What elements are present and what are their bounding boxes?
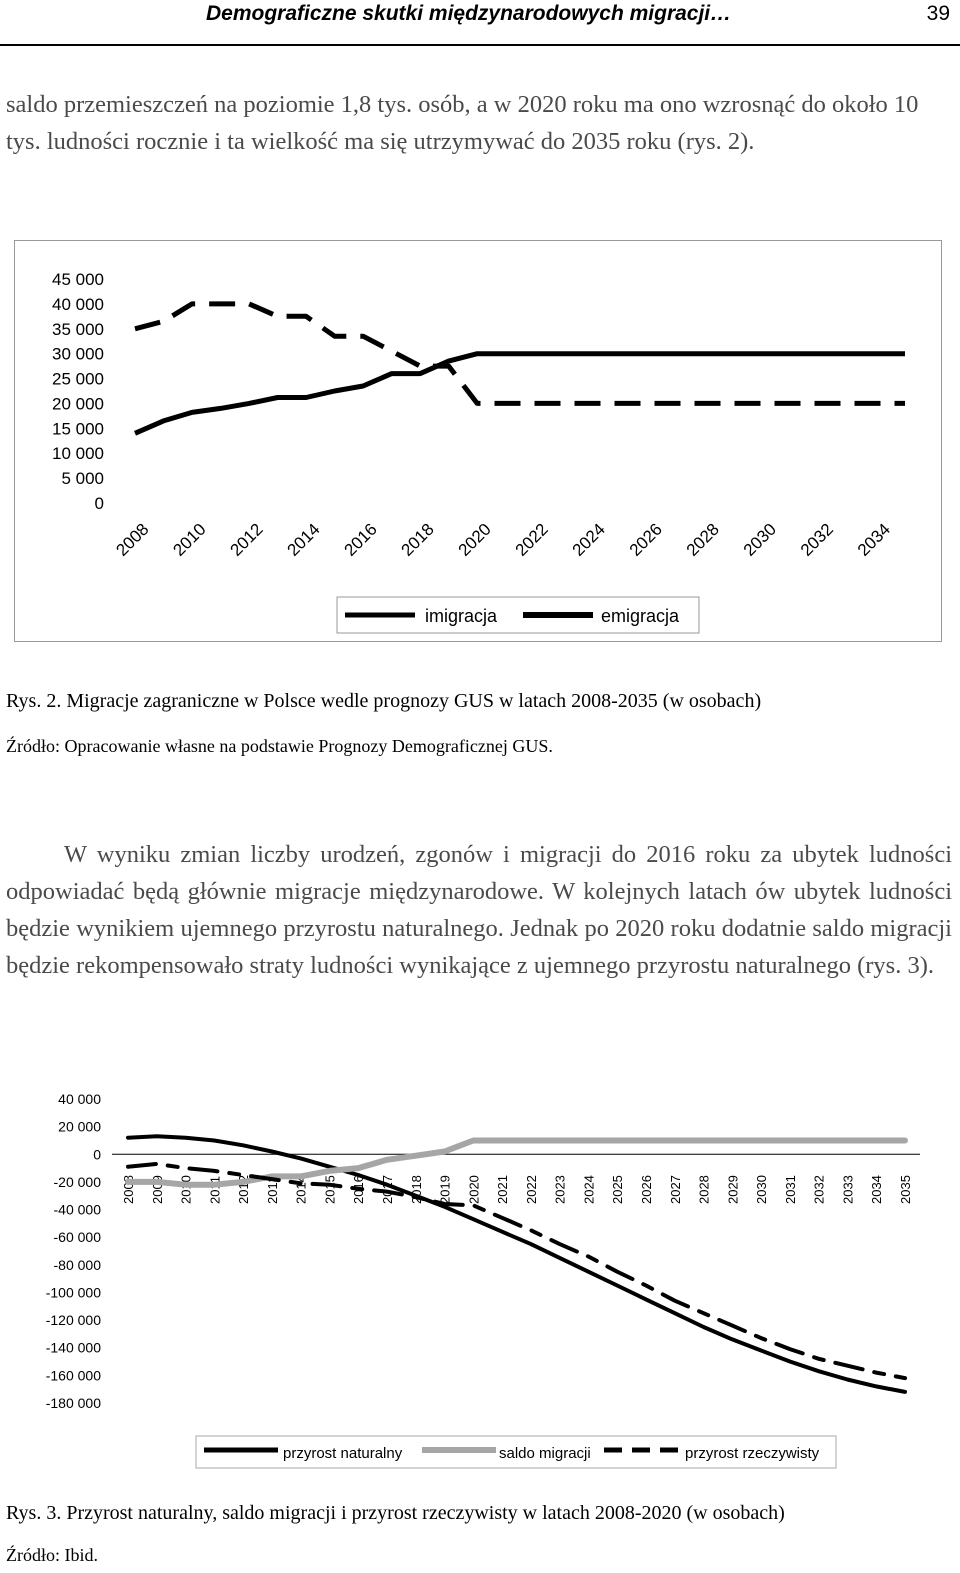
x-tick-label: 2032 [811, 1175, 827, 1204]
figure-2-source: Źródło: Opracowanie własne na podstawie Prognozy Demograficznej GUS. [6, 736, 553, 756]
x-tick-label: 2010 [178, 1175, 194, 1204]
x-tick-label: 2016 [351, 1175, 367, 1204]
x-tick-label: 2028 [696, 1175, 712, 1204]
x-tick-label: 2012 [226, 519, 267, 560]
x-tick-label: 2011 [207, 1176, 223, 1204]
x-tick-label: 2010 [169, 519, 210, 560]
figure-3-source: Źródło: Ibid. [6, 1545, 98, 1565]
x-tick-label: 2024 [568, 519, 609, 560]
series-line-immigration [135, 354, 905, 434]
y-tick-label: 0 [94, 494, 104, 513]
x-tick-label: 2017 [380, 1175, 395, 1204]
x-tick-label: 2008 [121, 1175, 136, 1204]
y-tick-label: -80 000 [53, 1256, 101, 1273]
x-tick-label: 2032 [796, 519, 838, 560]
x-tick-label: 2034 [853, 519, 895, 560]
y-tick-label: 40 000 [52, 294, 104, 314]
x-tick-label: 2023 [552, 1175, 568, 1204]
legend-label-real-growth: przyrost rzeczywisty [685, 1445, 820, 1462]
x-tick-label: 2008 [112, 519, 153, 560]
x-tick-label: 2009 [149, 1175, 165, 1204]
figure-2-caption: Rys. 2. Migracje zagraniczne w Polsce wedle prognozy GUS w latach 2008-2035 (w osobach) [6, 690, 762, 712]
figure-2-svg [15, 241, 941, 641]
x-tick-label: 2019 [437, 1175, 453, 1204]
x-tick-label: 2025 [610, 1175, 626, 1204]
running-header [0, 0, 960, 46]
y-tick-label: 20 000 [58, 1118, 101, 1135]
y-tick-label: 45 000 [52, 270, 104, 289]
x-tick-label: 2016 [340, 519, 381, 560]
y-tick-label: 40 000 [58, 1091, 101, 1107]
x-tick-label: 2026 [639, 1175, 654, 1204]
x-tick-label: 2018 [408, 1175, 424, 1204]
x-tick-label: 2012 [236, 1175, 252, 1204]
y-tick-label: 20 000 [52, 394, 104, 414]
x-tick-label: 2035 [898, 1175, 913, 1204]
x-tick-label: 2029 [725, 1175, 741, 1204]
x-tick-label: 2022 [511, 519, 552, 560]
legend-label-natural-growth: przyrost naturalny [283, 1445, 403, 1462]
y-tick-label: -40 000 [53, 1201, 101, 1218]
x-tick-label: 2030 [754, 1175, 770, 1204]
x-tick-label: 2030 [739, 519, 780, 560]
y-tick-label: -180 000 [45, 1395, 101, 1411]
x-tick-label: 2014 [293, 1175, 309, 1204]
x-tick-label: 2020 [466, 1175, 482, 1204]
y-tick-label: 5 000 [61, 469, 104, 489]
figure-3-svg [0, 1080, 960, 1480]
series-line-natural-growth [128, 1136, 905, 1392]
y-tick-label: -60 000 [53, 1229, 101, 1246]
y-tick-label: 10 000 [52, 444, 104, 464]
y-tick-label: -120 000 [45, 1312, 101, 1329]
x-tick-label: 2020 [454, 519, 495, 560]
x-tick-label: 2027 [667, 1175, 683, 1204]
x-tick-label: 2028 [682, 519, 723, 560]
y-tick-label: -100 000 [45, 1284, 101, 1301]
x-tick-label: 2024 [581, 1175, 597, 1204]
x-tick-label: 2031 [782, 1175, 798, 1204]
x-tick-label: 2014 [283, 519, 324, 560]
x-tick-label: 2013 [264, 1175, 280, 1204]
paragraph-2: W wyniku zmian liczby urodzeń, zgonów i migracji do 2016 roku za ubytek ludności odpowiadać będą głównie migracje międzynarodowe. W kolejnych latach ów ubytek ludności będzie wynikiem ujemnego przyrostu naturalnego. Jednak po 2020 roku dodatnie saldo migracji będzie rekompensowało straty ludności wynikające z ujemnego przyrostu naturalnego (rys. 3). [6, 841, 952, 979]
x-tick-label: 2015 [322, 1175, 338, 1204]
x-tick-label: 2022 [523, 1175, 539, 1204]
legend-label-immigration: imigracja [425, 606, 498, 626]
legend-label-net-migration: saldo migracji [499, 1445, 591, 1462]
page-number: 39 [926, 2, 950, 25]
y-tick-label: -20 000 [53, 1173, 101, 1190]
y-tick-label: 0 [93, 1146, 101, 1163]
y-tick-label: 30 000 [52, 344, 104, 364]
y-tick-label: 25 000 [52, 369, 104, 389]
figure-3-caption: Rys. 3. Przyrost naturalny, saldo migracji i przyrost rzeczywisty w latach 2008-2020 (w osobach) [6, 1502, 785, 1524]
x-tick-label: 2018 [397, 519, 438, 560]
y-tick-label: 15 000 [52, 419, 104, 439]
x-tick-label: 2026 [625, 519, 666, 560]
y-tick-label: -140 000 [45, 1339, 101, 1356]
x-tick-label: 2033 [840, 1175, 856, 1204]
x-tick-label: 2034 [869, 1175, 885, 1204]
x-tick-label: 2021 [495, 1175, 511, 1204]
legend-label-emigration: emigracja [601, 606, 680, 626]
paragraph-1: saldo przemieszczeń na poziomie 1,8 tys. osób, a w 2020 roku ma ono wzrosnąć do około 10 tys. ludności rocznie i ta wielkość ma się utrzymywać do 2035 roku (rys. 2). [6, 91, 919, 155]
y-tick-label: 35 000 [52, 319, 104, 339]
figure-2-chart [14, 240, 942, 642]
y-tick-label: -160 000 [45, 1367, 101, 1384]
running-header-title: Demograficzne skutki międzynarodowych migracji… [206, 2, 732, 25]
figure-3-chart [0, 1080, 960, 1480]
